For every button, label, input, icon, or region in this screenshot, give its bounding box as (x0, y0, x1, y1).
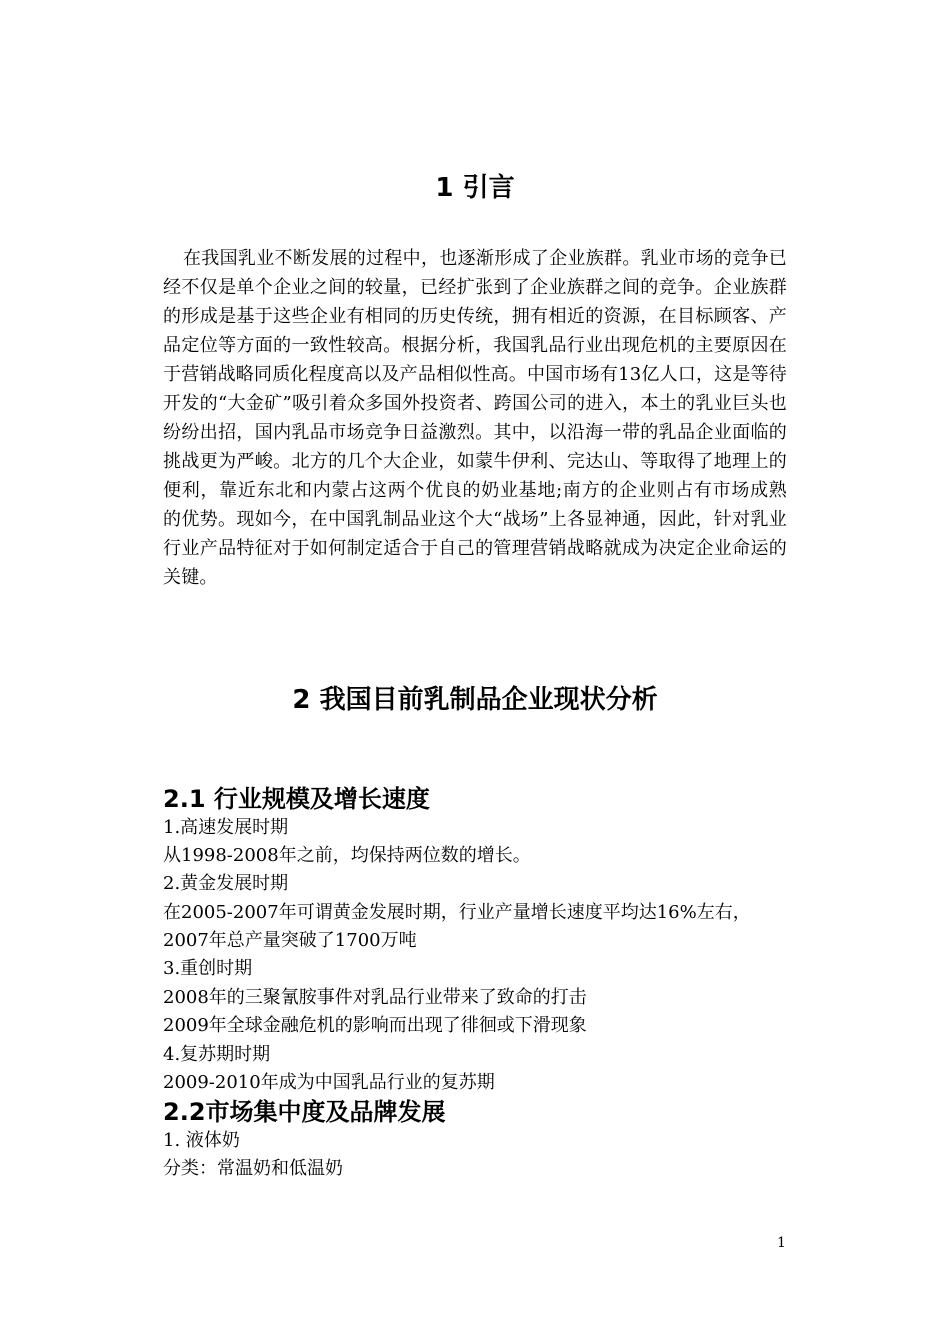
item-4-text: 2009-2010年成为中国乳品行业的复苏期 (163, 1072, 495, 1093)
section-1-heading: 1 引言 (435, 173, 515, 203)
liquid-milk-text: 分类：常温奶和低温奶 (163, 1158, 343, 1179)
item-4-title: 4.复苏期时期 (163, 1044, 271, 1065)
item-3-text-1: 2008年的三聚氰胺事件对乳品行业带来了致命的打击 (163, 987, 587, 1008)
page-number: 1 (777, 1235, 786, 1251)
section-2-2-heading: 2.2市场集中度及品牌发展 (163, 1098, 446, 1126)
section-2-heading: 2 我国目前乳制品企业现状分析 (292, 685, 658, 715)
item-1-title: 1.高速发展时期 (163, 817, 289, 838)
liquid-milk-title: 1. 液体奶 (163, 1130, 240, 1151)
section-2-1-heading: 2.1 行业规模及增长速度 (163, 785, 430, 813)
section-1-paragraph: 在我国乳业不断发展的过程中，也逐渐形成了企业族群。乳业市场的竞争已经不仅是单个企业之间的较量，已经扩张到了企业族群之间的竞争。企业族群的形成是基于这些企业有相同的历史传统，拥有相近的资源，在目标顾客、产品定位等方面的一致性较高。根据分析，我国乳品行业出现危机的主要原因在于营销战略同质化程度高以及产品相似性高。中国市场有13亿人口，这是等待开发的“大金矿”吸引着众多国外投资者、跨国公司的进入，本土的乳业巨头也纷纷出招，国内乳品市场竞争日益激烈。其中，以沿海一带的乳品企业面临的挑战更为严峻。北方的几个大企业，如蒙牛伊利、完达山、等取得了地理上的便利，靠近东北和内蒙占这两个优良的奶业基地;南方的企业则占有市场成熟的优势。现如今，在中国乳制品业这个大“战场”上各显神通，因此，针对乳业行业产品特征对于如何制定适合于自己的管理营销战略就成为决定企业命运的关键。 (163, 248, 787, 588)
item-2-title: 2.黄金发展时期 (163, 873, 289, 894)
item-3-title: 3.重创时期 (163, 958, 253, 979)
item-1-text: 从1998-2008年之前，均保持两位数的增长。 (163, 845, 531, 866)
item-2-text: 在2005-2007年可谓黄金发展时期，行业产量增长速度平均达16%左右，2007年总产量突破了1700万吨 (163, 902, 751, 951)
item-3-text-2: 2009年全球金融危机的影响而出现了徘徊或下滑现象 (163, 1015, 587, 1036)
